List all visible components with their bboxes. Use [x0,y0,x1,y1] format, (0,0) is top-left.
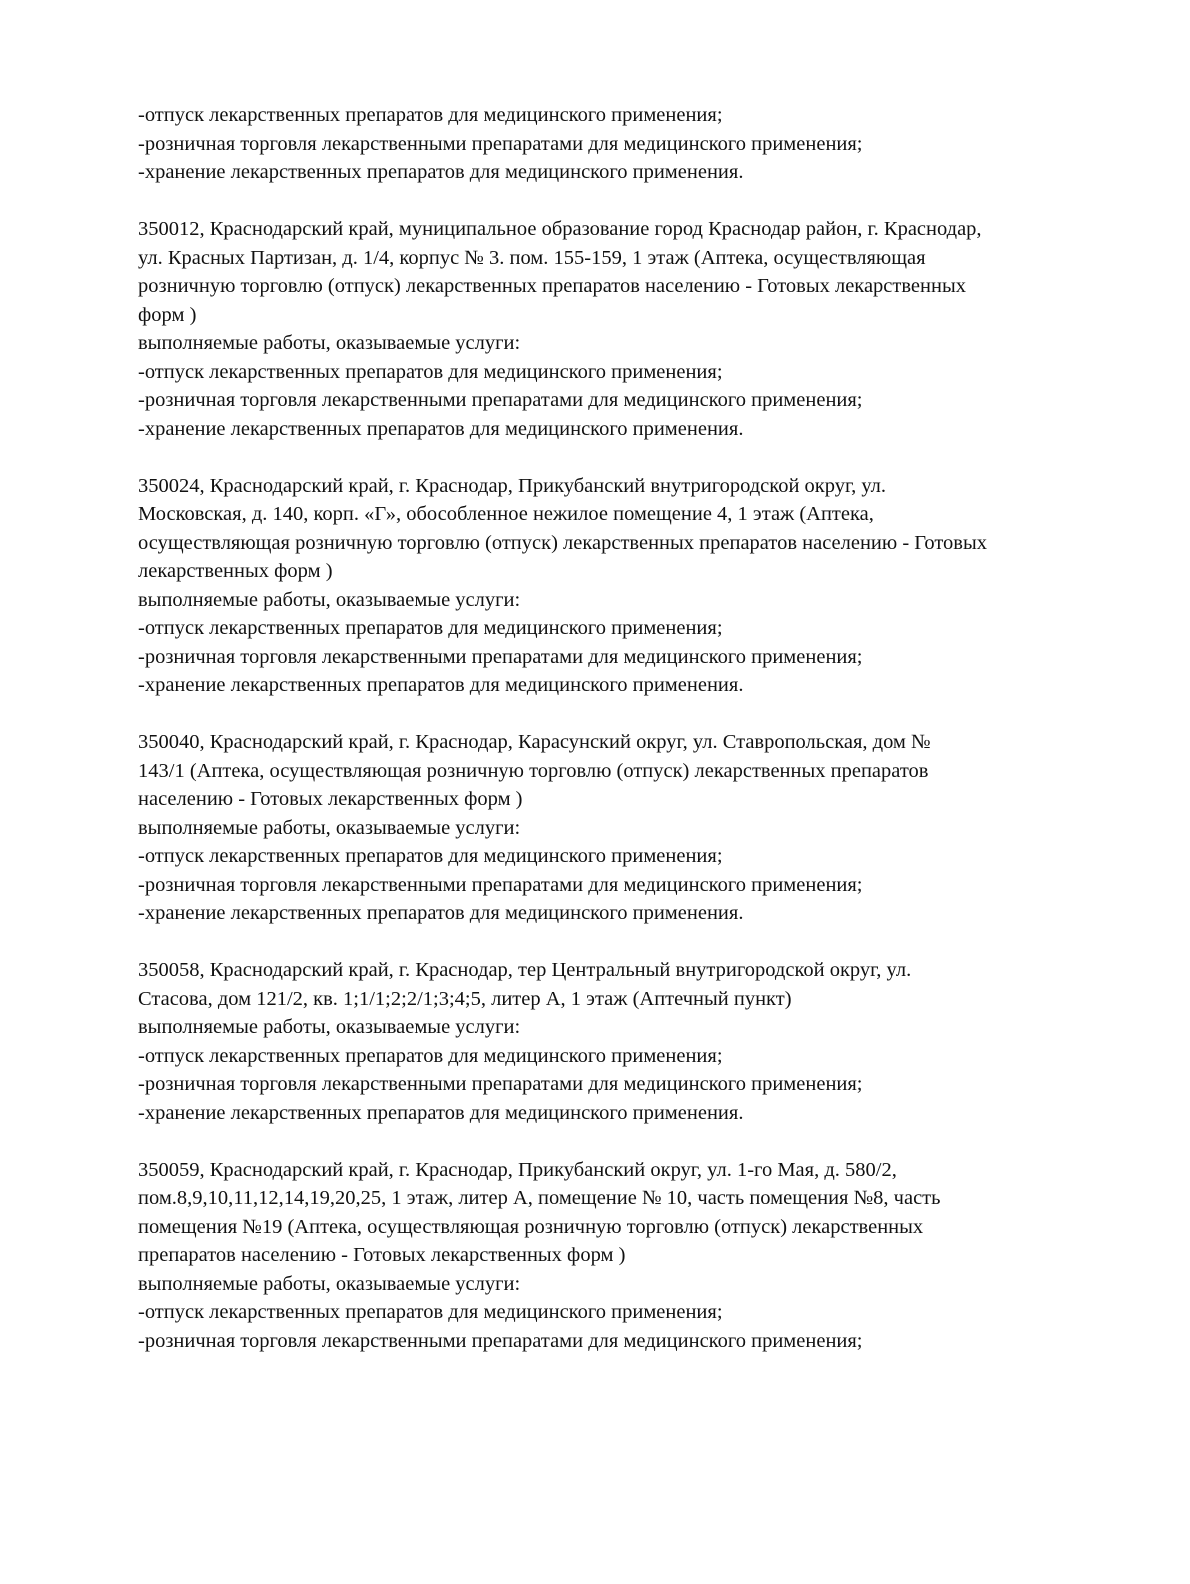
text-block-address-350040 [138,728,1150,928]
text-line: выполняемые работы, оказываемые услуги: [138,1272,521,1295]
text-line: -отпуск лекарственных препаратов для медицинского применения; [138,360,723,383]
text-line: -хранение лекарственных препаратов для медицинского применения. [138,417,744,440]
text-line: Стасова, дом 121/2, кв. 1;1/1;2;2/1;3;4;5, литер А, 1 этаж (Аптечный пункт) [138,987,792,1010]
text-line: розничную торговлю (отпуск) лекарственных препаратов населению - Готовых лекарственных [138,275,966,297]
text-line: пом.8,9,10,11,12,14,19,20,25, 1 этаж, литер А, помещение № 10, часть помещения №8, часть [138,1187,941,1209]
text-line: населению - Готовых лекарственных форм ) [138,788,523,810]
text-line: 143/1 (Аптека, осуществляющая розничную торговлю (отпуск) лекарственных препаратов [138,759,929,782]
text-line: Московская, д. 140, корп. «Г», обособленное нежилое помещение 4, 1 этаж (Аптека, [138,503,874,525]
text-line: -хранение лекарственных препаратов для медицинского применения. [138,1101,744,1124]
text-line: 350040, Краснодарский край, г. Краснодар, Карасунский округ, ул. Ставропольская, дом № [138,731,931,753]
text-line: -хранение лекарственных препаратов для медицинского применения. [138,161,744,183]
text-line: -розничная торговля лекарственными препаратами для медицинского применения; [138,1329,863,1352]
text-line: -хранение лекарственных препаратов для медицинского применения. [138,902,744,924]
text-line: -отпуск лекарственных препаратов для медицинского применения; [138,845,723,867]
text-line: выполняемые работы, оказываемые услуги: [138,816,521,839]
text-line: -розничная торговля лекарственными препаратами для медицинского применения; [138,132,863,155]
text-line: -отпуск лекарственных препаратов для медицинского применения; [138,1044,723,1067]
text-line: 350058, Краснодарский край, г. Краснодар, тер Центральный внутригородской округ, ул. [138,959,912,981]
text-line: -отпуск лекарственных препаратов для медицинского применения; [138,104,723,126]
text-line: -розничная торговля лекарственными препаратами для медицинского применения; [138,645,863,668]
text-line: препаратов населению - Готовых лекарственных форм ) [138,1244,626,1266]
text-block-services-continued [138,101,1150,187]
text-line: осуществляющая розничную торговлю (отпуск) лекарственных препаратов населению - Готовых [138,531,987,554]
text-block-address-350058 [138,956,1150,1127]
text-line: -розничная торговля лекарственными препаратами для медицинского применения; [138,873,863,896]
text-line: -отпуск лекарственных препаратов для медицинского применения; [138,617,723,639]
text-block-address-350059 [138,1156,1150,1356]
text-line: -хранение лекарственных препаратов для медицинского применения. [138,674,744,696]
text-line: выполняемые работы, оказываемые услуги: [138,588,521,611]
text-line: 350012, Краснодарский край, муниципальное образование город Краснодар район, г. Краснодар, [138,218,982,240]
text-line: лекарственных форм ) [138,560,333,582]
text-line: форм ) [138,303,197,326]
text-line: 350059, Краснодарский край, г. Краснодар, Прикубанский округ, ул. 1-го Мая, д. 580/2, [138,1158,897,1181]
text-line: выполняемые работы, оказываемые услуги: [138,1016,521,1038]
text-line: -отпуск лекарственных препаратов для медицинского применения; [138,1301,723,1323]
text-block-address-350024 [138,472,1150,700]
text-line: -розничная торговля лекарственными препаратами для медицинского применения; [138,389,863,411]
text-line: ул. Красных Партизан, д. 1/4, корпус № 3. пом. 155-159, 1 этаж (Аптека, осуществляющая [138,246,926,269]
text-line: помещения №19 (Аптека, осуществляющая розничную торговлю (отпуск) лекарственных [138,1215,924,1238]
text-line: -розничная торговля лекарственными препаратами для медицинского применения; [138,1073,863,1095]
text-line: 350024, Краснодарский край, г. Краснодар, Прикубанский внутригородской округ, ул. [138,474,887,497]
text-line: выполняемые работы, оказываемые услуги: [138,332,521,354]
text-block-address-350012 [138,215,1150,443]
